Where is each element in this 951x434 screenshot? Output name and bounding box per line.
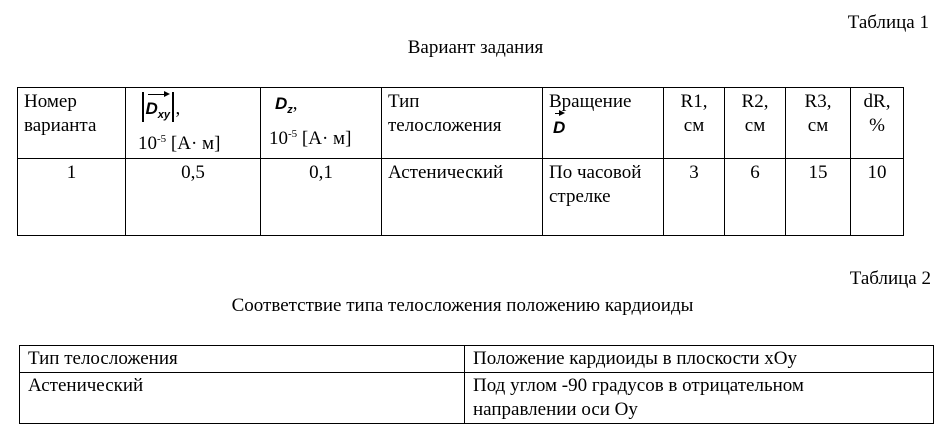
dxy-symbol: D bbox=[145, 99, 158, 118]
dz-unit-exp: -5 bbox=[288, 128, 298, 140]
header-dr: dR, % bbox=[851, 88, 904, 159]
header-r2: R2, см bbox=[725, 88, 786, 159]
dxy-comma: , bbox=[175, 98, 181, 119]
table-header-row bbox=[20, 346, 934, 373]
table1-caption: Таблица 1 bbox=[847, 12, 929, 33]
header-body-type-2: Тип телосложения bbox=[20, 346, 465, 373]
header-r1: R1, см bbox=[664, 88, 725, 159]
cell-dr: 10 bbox=[851, 159, 904, 236]
body-type-table bbox=[19, 345, 934, 424]
cell-body-type-2: Астенический bbox=[20, 373, 465, 424]
table2-title: Соответствие типа телосложения положению кардиоиды bbox=[231, 295, 694, 316]
dxy-unit-base: 10 bbox=[138, 133, 157, 154]
header-dz bbox=[261, 88, 382, 159]
dz-unit: [А· м] bbox=[301, 128, 352, 149]
dz-comma: , bbox=[292, 93, 298, 114]
table-row bbox=[18, 159, 904, 236]
dz-unit-base: 10 bbox=[269, 128, 288, 149]
table2-caption: Таблица 2 bbox=[849, 268, 931, 289]
header-rotation bbox=[543, 88, 664, 159]
header-r3: R3, см bbox=[786, 88, 851, 159]
cell-dxy: 0,5 bbox=[126, 159, 261, 236]
dxy-unit-exp: -5 bbox=[157, 133, 167, 145]
header-variant: Номер варианта bbox=[18, 88, 126, 159]
dz-sub: z bbox=[287, 104, 293, 116]
header-dxy bbox=[126, 88, 261, 159]
header-body-type: Тип телосложения bbox=[382, 88, 543, 159]
header-position: Положение кардиоиды в плоскости xOy bbox=[465, 346, 934, 373]
cell-dz: 0,1 bbox=[261, 159, 382, 236]
table-row bbox=[20, 373, 934, 424]
cell-r3: 15 bbox=[786, 159, 851, 236]
dxy-sub: xy bbox=[157, 109, 171, 121]
rotation-symbol: D bbox=[553, 118, 566, 137]
cell-r1: 3 bbox=[664, 159, 725, 236]
table-header-row bbox=[18, 88, 904, 159]
table1-title: Вариант задания bbox=[407, 37, 544, 58]
cell-body-type: Астенический bbox=[382, 159, 543, 236]
task-variant-table bbox=[17, 87, 904, 236]
cell-r2: 6 bbox=[725, 159, 786, 236]
cell-position: Под углом -90 градусов в отрицательном направлении оси Oy bbox=[465, 373, 934, 424]
dz-symbol: D bbox=[275, 94, 288, 113]
dxy-unit: [А· м] bbox=[170, 133, 221, 154]
cell-rotation: По часовой стрелке bbox=[543, 159, 664, 236]
cell-variant: 1 bbox=[18, 159, 126, 236]
rotation-label: Вращение bbox=[549, 91, 632, 112]
